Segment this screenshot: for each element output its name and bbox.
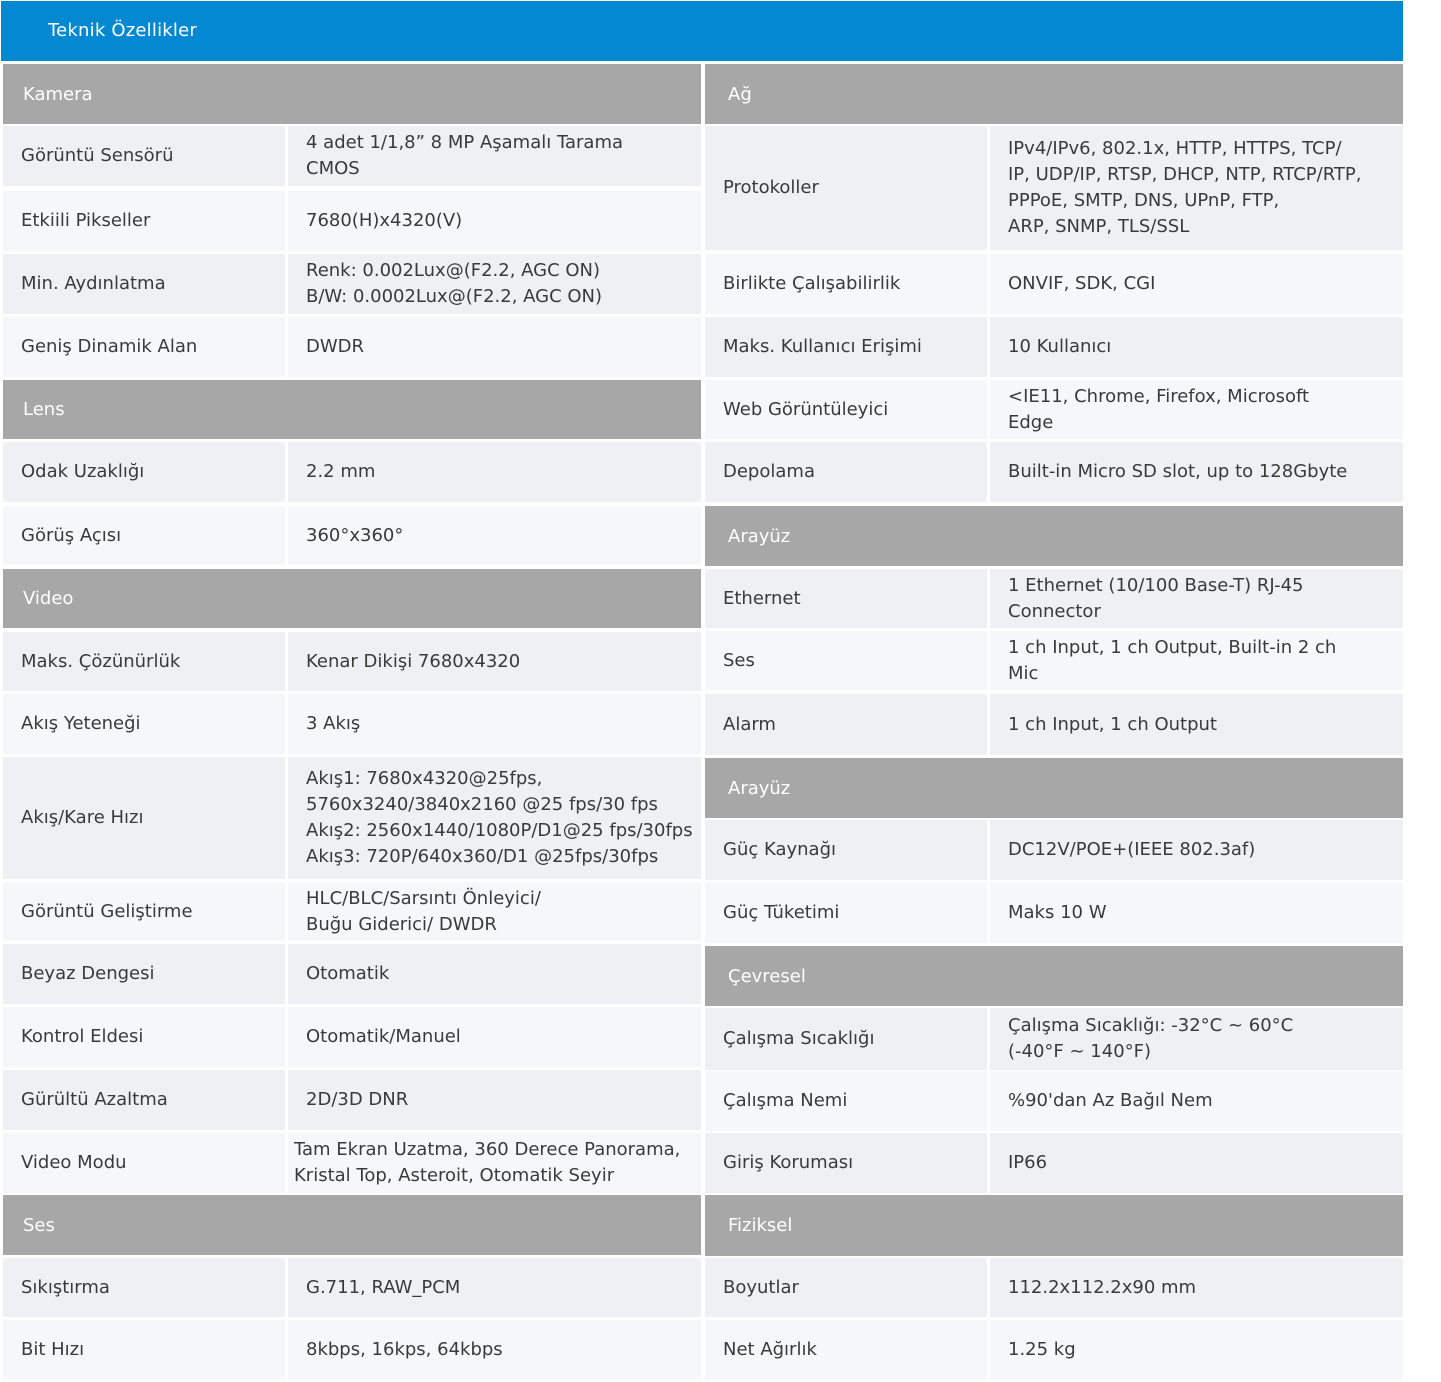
- spec-label-kontrol-eldesi: Kontrol Eldesi: [3, 1007, 285, 1067]
- spec-value-kontrol-eldesi: [288, 1007, 701, 1067]
- spec-value-sikistirma: [288, 1258, 701, 1317]
- spec-label-web-goruntuleyici: Web Görüntüleyici: [705, 380, 987, 439]
- spec-label-guc-tuketimi: Güç Tüketimi: [705, 882, 987, 943]
- spec-value-text: 1 Ethernet (10/100 Base-T) RJ-45 Connector: [1008, 574, 1304, 622]
- spec-value-calisma-sicakligi: [990, 1008, 1403, 1070]
- spec-row: [705, 1133, 1403, 1193]
- spec-row: [3, 1133, 701, 1193]
- spec-row: [3, 694, 701, 754]
- spec-label-bit-hizi: Bit Hızı: [3, 1320, 285, 1380]
- spec-value-text: 7680(H)x4320(V): [306, 210, 463, 231]
- spec-value-goruntu-gelistirme: [288, 882, 701, 941]
- spec-value-text: IPv4/IPv6, 802.1x, HTTP, HTTPS, TCP/ IP, UDP/IP, RTSP, DHCP, NTP, RTCP/RTP, PPPoE, SMTP, DNS, UPnP, FTP, ARP, SNMP, TLS/SSL: [1008, 138, 1362, 237]
- spec-value-protokoller: [990, 126, 1403, 250]
- spec-row: [3, 442, 701, 502]
- spec-value-text: <IE11, Chrome, Firefox, Microsoft Edge: [1008, 385, 1310, 433]
- spec-value-min-aydinlatma: [288, 254, 701, 314]
- spec-value-gurultu-azaltma: [288, 1070, 701, 1130]
- spec-row: [705, 694, 1403, 755]
- spec-row: [3, 254, 701, 314]
- spec-value-text: 10 Kullanıcı: [1008, 336, 1112, 357]
- spec-row: [705, 1258, 1403, 1317]
- spec-value-text: 360°x360°: [306, 524, 404, 546]
- spec-value-video-modu: [288, 1133, 701, 1193]
- spec-value-akis-kare-hizi: [288, 757, 701, 879]
- spec-row: [3, 317, 701, 377]
- spec-value-text: 112.2x112.2x90 mm: [1008, 1276, 1197, 1298]
- spec-value-maks-kullanici-erisimi: [990, 317, 1403, 377]
- spec-value-guc-tuketimi: [990, 882, 1403, 943]
- section-header-lens: Lens: [3, 380, 701, 439]
- spec-label-beyaz-dengesi: Beyaz Dengesi: [3, 944, 285, 1004]
- spec-label-depolama: Depolama: [705, 442, 987, 502]
- spec-row: [705, 317, 1403, 377]
- spec-label-maks-cozunurluk: Maks. Çözünürlük: [3, 632, 285, 691]
- spec-value-text: Çalışma Sıcaklığı: -32°C ~ 60°C (-40°F ~ 140°F): [1008, 1015, 1294, 1062]
- spec-value-text: 2.2 mm: [306, 461, 376, 482]
- spec-value-text: Maks 10 W: [1008, 901, 1107, 923]
- spec-row: [3, 506, 701, 565]
- spec-row: [3, 1320, 701, 1380]
- spec-label-sikistirma: Sıkıştırma: [3, 1258, 285, 1317]
- spec-value-ethernet: [990, 569, 1403, 628]
- spec-row: [705, 380, 1403, 439]
- spec-value-text: DWDR: [306, 336, 365, 357]
- spec-label-calisma-nemi: Çalışma Nemi: [705, 1071, 987, 1131]
- spec-row: [3, 944, 701, 1004]
- spec-label-maks-kullanici-erisimi: Maks. Kullanıcı Erişimi: [705, 317, 987, 377]
- spec-row: [3, 882, 701, 941]
- section-header-kamera: Kamera: [3, 64, 701, 124]
- spec-row: [3, 126, 701, 186]
- spec-value-text: 1.25 kg: [1008, 1339, 1076, 1360]
- section-header-ag: Ağ: [705, 64, 1403, 124]
- spec-label-gurultu-azaltma: Gürültü Azaltma: [3, 1070, 285, 1130]
- spec-value-net-agirlik: [990, 1320, 1403, 1380]
- spec-value-birlikte-calisabilirlik: [990, 254, 1403, 314]
- spec-label-akis-kare-hizi: Akış/Kare Hızı: [3, 757, 285, 879]
- spec-value-text: Akış1: 7680x4320@25fps, 5760x3240/3840x2160 @25 fps/30 fps Akış2: 2560x1440/1080P/D1@25 fps/30fps Akış3: 720P/640x360/D1 @25fps/30fps: [306, 768, 693, 867]
- spec-value-giris-korumasi: [990, 1133, 1403, 1193]
- spec-label-min-aydinlatma: Min. Aydınlatma: [3, 254, 285, 314]
- spec-label-goruntu-sensoru: Görüntü Sensörü: [3, 126, 285, 186]
- spec-label-video-modu: Video Modu: [3, 1133, 285, 1193]
- spec-value-text: 2D/3D DNR: [306, 1089, 409, 1110]
- spec-row: [705, 126, 1403, 250]
- spec-label-gorus-acisi: Görüş Açısı: [3, 506, 285, 565]
- spec-row: [705, 1071, 1403, 1131]
- spec-value-boyutlar: [990, 1258, 1403, 1317]
- spec-label-goruntu-gelistirme: Görüntü Geliştirme: [3, 882, 285, 941]
- spec-value-text: Kenar Dikişi 7680x4320: [306, 650, 521, 672]
- spec-value-genis-dinamik-alan: [288, 317, 701, 377]
- spec-value-alarm: [990, 694, 1403, 755]
- spec-value-text: 1 ch Input, 1 ch Output: [1008, 713, 1217, 735]
- spec-label-akis-yetenegi: Akış Yeteneği: [3, 694, 285, 754]
- spec-label-giris-korumasi: Giriş Koruması: [705, 1133, 987, 1193]
- spec-label-net-agirlik: Net Ağırlık: [705, 1320, 987, 1380]
- spec-row: [3, 1007, 701, 1067]
- spec-row: [705, 631, 1403, 690]
- spec-value-odak-uzakligi: [288, 442, 701, 502]
- spec-row: [705, 442, 1403, 502]
- spec-value-text: ONVIF, SDK, CGI: [1008, 273, 1156, 294]
- spec-value-ses: [990, 631, 1403, 690]
- spec-row: [3, 191, 701, 251]
- section-header-ses: Ses: [3, 1195, 701, 1255]
- spec-value-guc-kaynagi: [990, 820, 1403, 880]
- spec-label-genis-dinamik-alan: Geniş Dinamik Alan: [3, 317, 285, 377]
- spec-value-text: Otomatik: [306, 963, 390, 984]
- spec-row: [3, 1258, 701, 1317]
- spec-value-calisma-nemi: [990, 1071, 1403, 1131]
- spec-value-web-goruntuleyici: [990, 380, 1403, 439]
- section-header-video: Video: [3, 569, 701, 628]
- spec-row: [705, 1008, 1403, 1070]
- spec-row: [3, 632, 701, 691]
- spec-value-text: 4 adet 1/1,8” 8 MP Aşamalı Tarama CMOS: [306, 132, 624, 179]
- spec-value-bit-hizi: [288, 1320, 701, 1380]
- spec-value-akis-yetenegi: [288, 694, 701, 754]
- spec-value-text: G.711, RAW_PCM: [306, 1276, 461, 1298]
- section-header-fiziksel: Fiziksel: [705, 1195, 1403, 1256]
- spec-label-guc-kaynagi: Güç Kaynağı: [705, 820, 987, 880]
- spec-label-odak-uzakligi: Odak Uzaklığı: [3, 442, 285, 502]
- spec-value-text: Renk: 0.002Lux@(F2.2, AGC ON) B/W: 0.0002Lux@(F2.2, AGC ON): [306, 260, 603, 307]
- spec-label-ethernet: Ethernet: [705, 569, 987, 628]
- spec-row: [705, 1320, 1403, 1380]
- spec-label-birlikte-calisabilirlik: Birlikte Çalışabilirlik: [705, 254, 987, 314]
- spec-value-text: HLC/BLC/Sarsıntı Önleyici/ Buğu Giderici/ DWDR: [306, 887, 541, 935]
- spec-row: [3, 1070, 701, 1130]
- spec-value-text: Tam Ekran Uzatma, 360 Derece Panorama, Kristal Top, Asteroit, Otomatik Seyir: [294, 1139, 681, 1186]
- section-header-arayuz: Arayüz: [705, 506, 1403, 566]
- section-header-cevresel: Çevresel: [705, 946, 1403, 1006]
- spec-value-text: %90'dan Az Bağıl Nem: [1008, 1090, 1213, 1111]
- spec-value-beyaz-dengesi: [288, 944, 701, 1004]
- spec-value-gorus-acisi: [288, 506, 701, 565]
- spec-row: [705, 569, 1403, 628]
- spec-value-text: IP66: [1008, 1152, 1048, 1173]
- spec-row: [705, 820, 1403, 880]
- spec-value-text: 3 Akış: [306, 713, 361, 734]
- spec-value-text: 8kbps, 16kps, 64kbps: [306, 1339, 503, 1360]
- spec-value-maks-cozunurluk: [288, 632, 701, 691]
- spec-value-etkiili-pikseller: [288, 191, 701, 251]
- spec-value-depolama: [990, 442, 1403, 502]
- spec-value-text: Otomatik/Manuel: [306, 1026, 461, 1047]
- spec-label-boyutlar: Boyutlar: [705, 1258, 987, 1317]
- page-title: Teknik Özellikler: [1, 1, 1403, 61]
- spec-label-calisma-sicakligi: Çalışma Sıcaklığı: [705, 1008, 987, 1070]
- spec-row: [3, 757, 701, 879]
- spec-value-goruntu-sensoru: [288, 126, 701, 186]
- section-header-arayuz: Arayüz: [705, 758, 1403, 818]
- spec-row: [705, 882, 1403, 943]
- spec-label-alarm: Alarm: [705, 694, 987, 755]
- spec-label-protokoller: Protokoller: [705, 126, 987, 250]
- spec-value-text: Built-in Micro SD slot, up to 128Gbyte: [1008, 461, 1348, 482]
- spec-row: [705, 254, 1403, 314]
- spec-label-etkiili-pikseller: Etkiili Pikseller: [3, 191, 285, 251]
- spec-value-text: 1 ch Input, 1 ch Output, Built-in 2 ch Mic: [1008, 636, 1337, 684]
- spec-label-ses: Ses: [705, 631, 987, 690]
- spec-value-text: DC12V/POE+(IEEE 802.3af): [1008, 839, 1256, 860]
